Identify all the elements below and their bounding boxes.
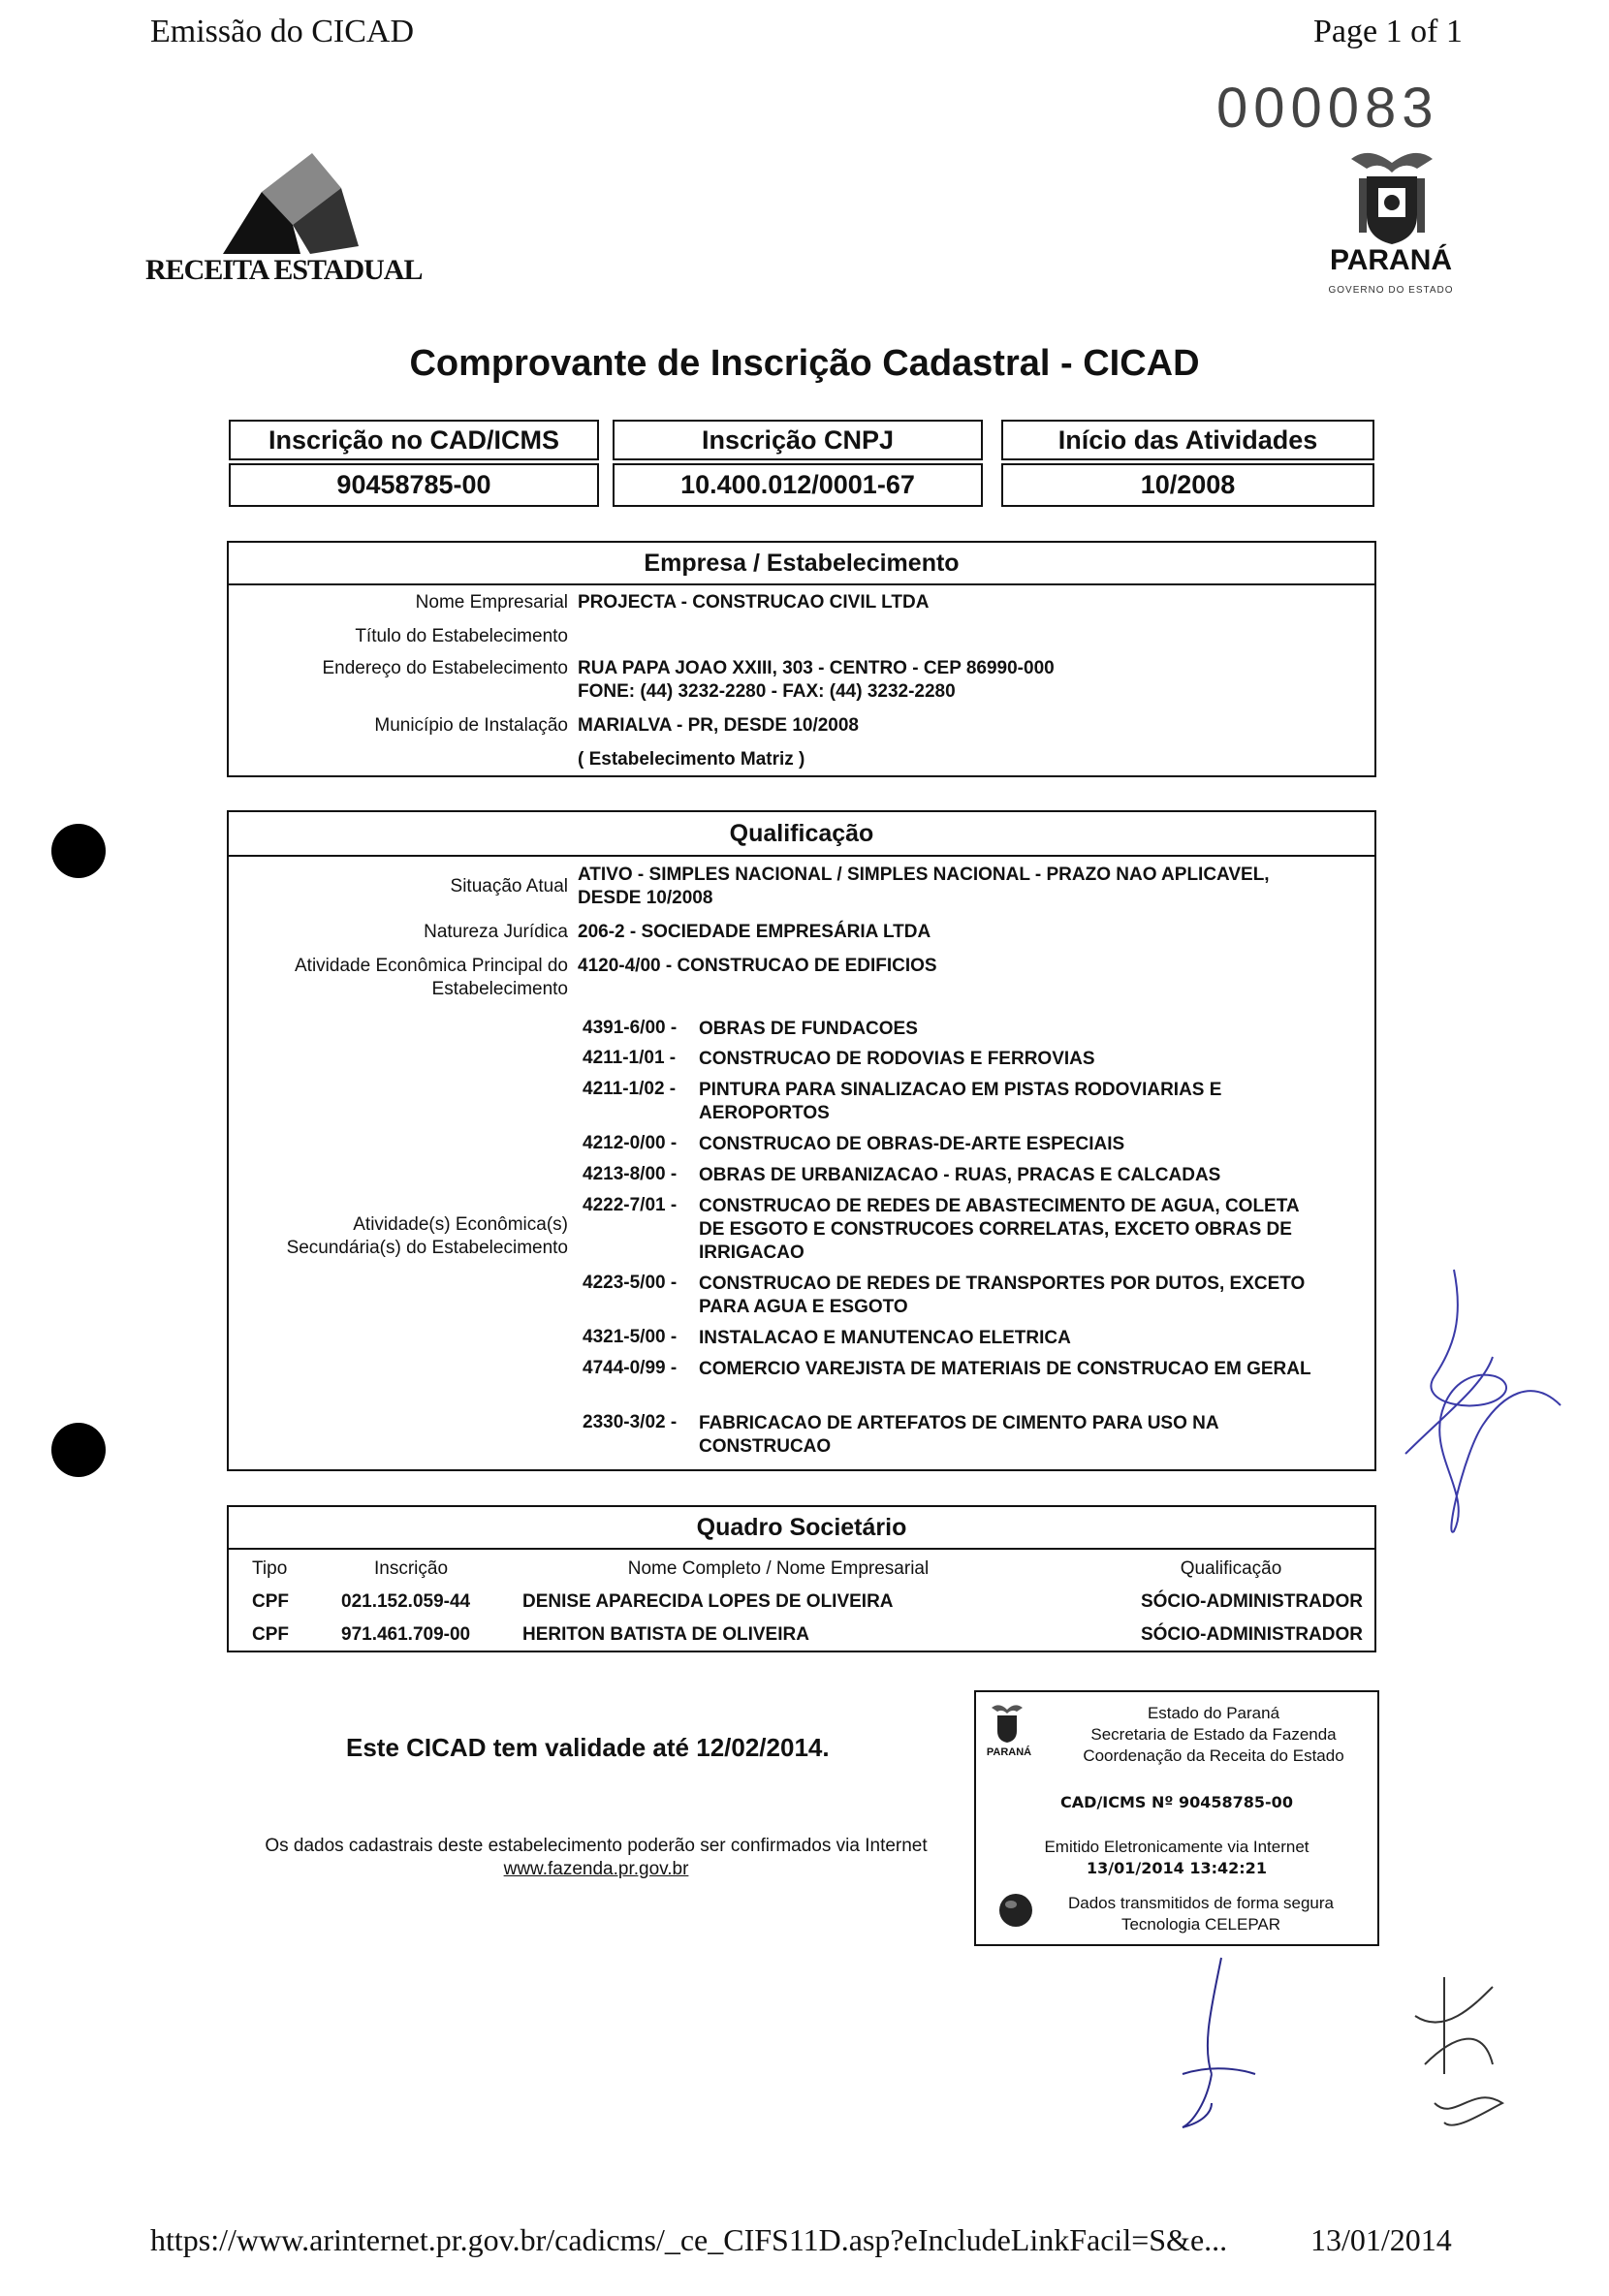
socio-qualificacao: SÓCIO-ADMINISTRADOR	[1140, 1624, 1363, 1645]
seal-line-estado: Estado do Paraná	[1147, 1704, 1280, 1722]
seal-dados-seguros: Dados transmitidos de forma segura	[1067, 1894, 1335, 1912]
socio-tipo: CPF	[252, 1591, 289, 1612]
atividade-desc: CONSTRUCAO DE REDES DE TRANSPORTES POR DUTOS, EXCETO PARA AGUA E ESGOTO	[699, 1274, 1306, 1317]
atividade-desc: CONSTRUCAO DE OBRAS-DE-ARTE ESPECIAIS	[699, 1134, 1125, 1154]
socio-nome: HERITON BATISTA DE OLIVEIRA	[522, 1624, 809, 1645]
seal-emitido: Emitido Eletronicamente via Internet	[1044, 1838, 1309, 1856]
col-header-qualificacao: Qualificação	[1180, 1558, 1282, 1579]
atividade-code: 4223-5/00 -	[583, 1273, 678, 1293]
atividade-code: 4222-7/01 -	[583, 1195, 678, 1215]
quadro-societario-title: Quadro Societário	[229, 1507, 1374, 1550]
telefone-value: FONE: (44) 3232-2280 - FAX: (44) 3232-2280	[578, 681, 956, 702]
certification-seal-box	[974, 1690, 1379, 1946]
atividade-desc: OBRAS DE URBANIZACAO - RUAS, PRACAS E CALCADAS	[699, 1165, 1221, 1185]
parana-logo-text: PARANÁ	[1329, 244, 1453, 276]
parana-coat-of-arms-icon	[1345, 145, 1438, 246]
atividade-code: 4211-1/01 -	[583, 1048, 677, 1068]
receita-estadual-logo-text: RECEITA ESTADUAL	[145, 254, 423, 286]
receita-estadual-logo	[204, 153, 388, 262]
atividade-desc: INSTALACAO E MANUTENCAO ELETRICA	[699, 1328, 1071, 1348]
handwritten-rubric	[1396, 1967, 1531, 2161]
socio-qualificacao: SÓCIO-ADMINISTRADOR	[1140, 1591, 1363, 1612]
atividade-code: 2330-3/02 -	[583, 1412, 678, 1432]
socio-tipo: CPF	[252, 1624, 289, 1645]
document-title: Comprovante de Inscrição Cadastral - CICAD	[409, 343, 1200, 384]
header-emission-title: Emissão do CICAD	[150, 14, 414, 49]
empresa-section-title: Empresa / Estabelecimento	[229, 543, 1374, 585]
footer-url: https://www.arinternet.pr.gov.br/cadicms/_ce_CIFS11D.asp?eIncludeLinkFacil=S&e...	[150, 2222, 1228, 2257]
atividade-code: 4744-0/99 -	[583, 1358, 678, 1378]
footer-date: 13/01/2014	[1310, 2222, 1452, 2257]
atividade-code: 4212-0/00 -	[583, 1133, 678, 1153]
tipo-estabelecimento: ( Estabelecimento Matriz )	[578, 749, 805, 770]
inicio-atividades-value: 10/2008	[1001, 463, 1374, 507]
situacao-label: Situação Atual	[450, 876, 568, 896]
seal-celepar: Tecnologia CELEPAR	[1120, 1915, 1281, 1934]
col-header-inscricao: Inscrição	[374, 1558, 449, 1579]
socio-nome: DENISE APARECIDA LOPES DE OLIVEIRA	[522, 1591, 894, 1612]
natureza-label: Natureza Jurídica	[424, 922, 568, 942]
atividade-principal-value: 4120-4/00 - CONSTRUCAO DE EDIFICIOS	[578, 956, 937, 976]
col-header-tipo: Tipo	[252, 1558, 288, 1579]
atividade-principal-label: Atividade Econômica Principal do	[295, 956, 568, 976]
endereco-value: RUA PAPA JOAO XXIII, 303 - CENTRO - CEP 86990-000	[578, 658, 1055, 678]
col-header-nome: Nome Completo / Nome Empresarial	[627, 1558, 930, 1579]
atividade-code: 4213-8/00 -	[583, 1164, 678, 1184]
socio-inscricao: 971.461.709-00	[341, 1624, 471, 1645]
atividades-secundarias-label-2: Secundária(s) do Estabelecimento	[286, 1238, 568, 1258]
seal-datetime: 13/01/2014 13:42:21	[1087, 1859, 1267, 1877]
atividade-desc: PINTURA PARA SINALIZACAO EM PISTAS RODOVIARIAS E AEROPORTOS	[699, 1080, 1222, 1123]
binder-hole	[51, 824, 106, 878]
atividade-desc: CONSTRUCAO DE RODOVIAS E FERROVIAS	[699, 1049, 1095, 1069]
confirmacao-note-text: Os dados cadastrais deste estabelecimento poderão ser confirmados via Internet	[265, 1836, 928, 1856]
atividade-code: 4321-5/00 -	[583, 1327, 678, 1347]
municipio-label: Município de Instalação	[374, 715, 568, 736]
handwritten-signature	[1309, 1260, 1599, 1551]
atividade-code: 4211-1/02 -	[583, 1079, 677, 1099]
municipio-value: MARIALVA - PR, DESDE 10/2008	[578, 715, 860, 736]
header-page-count: Page 1 of 1	[1313, 14, 1463, 49]
atividade-desc: OBRAS DE FUNDACOES	[699, 1019, 918, 1039]
qualificacao-section-title: Qualificação	[229, 812, 1374, 857]
socio-inscricao: 021.152.059-44	[341, 1591, 471, 1612]
seal-parana-text: PARANÁ	[986, 1746, 1032, 1758]
parana-coat-of-arms-small-icon	[988, 1702, 1026, 1745]
validade-text: Este CICAD tem validade até 12/02/2014.	[346, 1733, 830, 1762]
confirmacao-note	[247, 1835, 945, 1881]
cnpj-value: 10.400.012/0001-67	[613, 463, 983, 507]
stamp-number: 000083	[1216, 77, 1439, 140]
seal-line-secretaria: Secretaria de Estado da Fazenda	[1090, 1725, 1337, 1744]
inicio-atividades-label: Início das Atividades	[1001, 420, 1374, 460]
nome-empresarial-value: PROJECTA - CONSTRUCAO CIVIL LTDA	[578, 592, 930, 613]
cad-icms-label: Inscrição no CAD/ICMS	[229, 420, 599, 460]
situacao-desde: DESDE 10/2008	[578, 888, 713, 908]
binder-hole	[51, 1423, 106, 1477]
seal-cad-icms: CAD/ICMS Nº 90458785-00	[1060, 1793, 1293, 1811]
atividade-desc: FABRICACAO DE ARTEFATOS DE CIMENTO PARA USO NA CONSTRUCAO	[699, 1413, 1218, 1457]
atividade-principal-label-2: Estabelecimento	[431, 979, 568, 999]
seal-line-coordenacao: Coordenação da Receita do Estado	[1083, 1746, 1344, 1765]
cad-icms-value: 90458785-00	[229, 463, 599, 507]
handwritten-initials	[1153, 1948, 1270, 2142]
endereco-label: Endereço do Estabelecimento	[322, 658, 568, 678]
parana-logo-subtext: GOVERNO DO ESTADO	[1328, 285, 1454, 296]
natureza-value: 206-2 - SOCIEDADE EMPRESÁRIA LTDA	[578, 922, 931, 942]
fazenda-link[interactable]: www.fazenda.pr.gov.br	[503, 1859, 689, 1879]
cnpj-label: Inscrição CNPJ	[613, 420, 983, 460]
situacao-value: ATIVO - SIMPLES NACIONAL / SIMPLES NACIONAL - PRAZO NAO APLICAVEL,	[578, 865, 1270, 885]
atividade-desc: CONSTRUCAO DE REDES DE ABASTECIMENTO DE AGUA, COLETA DE ESGOTO E CONSTRUCOES CORRELATAS, EXCETO OBRAS DE IRRIGACAO	[699, 1196, 1299, 1263]
nome-empresarial-label: Nome Empresarial	[415, 592, 568, 613]
atividades-secundarias-label: Atividade(s) Econômica(s)	[353, 1214, 568, 1235]
titulo-estabelecimento-label: Título do Estabelecimento	[355, 626, 568, 646]
atividade-desc: COMERCIO VAREJISTA DE MATERIAIS DE CONSTRUCAO EM GERAL	[699, 1359, 1311, 1379]
atividade-code: 4391-6/00 -	[583, 1018, 678, 1038]
